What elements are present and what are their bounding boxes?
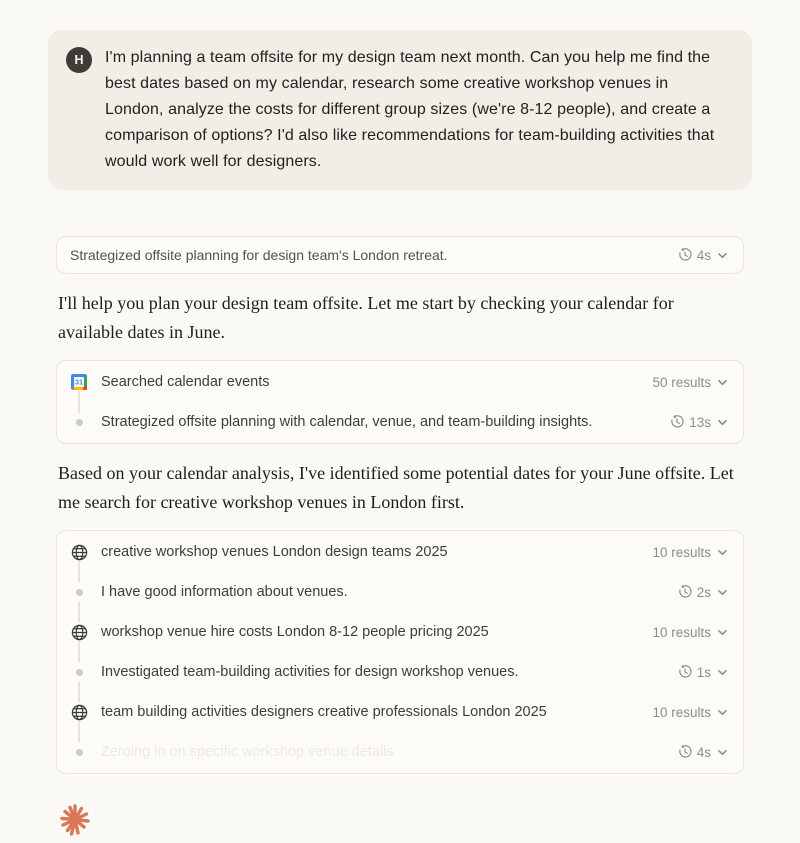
thinking-duration: 4s xyxy=(696,247,711,263)
assistant-paragraph-1: I'll help you plan your design team offsite. Let me start by checking your calendar for available dates in June. xyxy=(58,293,674,342)
calendar-tool-row[interactable] xyxy=(57,362,743,402)
chevron-down-icon[interactable] xyxy=(716,416,729,429)
chat-canvas xyxy=(0,30,800,830)
chevron-down-icon[interactable] xyxy=(716,586,729,599)
calendar-tool-card xyxy=(56,360,744,444)
claude-starburst-logo xyxy=(58,825,92,842)
bullet-dot xyxy=(70,669,88,676)
thought-row[interactable] xyxy=(57,572,743,612)
row-label: Zeroing in on specific workshop venue details xyxy=(101,744,394,760)
svg-text:31: 31 xyxy=(75,377,83,387)
row-meta xyxy=(666,745,729,760)
results-count: 50 results xyxy=(652,374,711,390)
row-label: Strategized offsite planning with calendar, venue, and team-building insights. xyxy=(101,414,593,430)
row-meta xyxy=(666,585,729,600)
row-meta xyxy=(658,415,729,430)
elapsed-time-icon xyxy=(678,585,692,599)
chevron-down-icon[interactable] xyxy=(716,666,729,679)
chevron-down-icon[interactable] xyxy=(716,249,729,262)
duration-label: 13s xyxy=(689,414,711,430)
web-search-tool-card xyxy=(56,530,744,774)
assistant-logo-row xyxy=(58,802,800,843)
row-label: workshop venue hire costs London 8-12 people pricing 2025 xyxy=(101,624,489,640)
assistant-paragraph-2: Based on your calendar analysis, I've identified some potential dates for your June offsite. Let me search for creative workshop venues in London first. xyxy=(58,463,734,512)
bullet-dot xyxy=(70,589,88,596)
globe-icon xyxy=(70,624,88,641)
thought-row[interactable] xyxy=(57,732,743,772)
duration-label: 1s xyxy=(696,664,711,680)
row-meta xyxy=(640,545,729,560)
globe-icon xyxy=(70,544,88,561)
results-count: 10 results xyxy=(652,544,711,560)
elapsed-time-icon xyxy=(678,745,692,759)
row-label: Investigated team-building activities for design workshop venues. xyxy=(101,664,519,680)
row-label: Searched calendar events xyxy=(101,374,270,390)
row-meta xyxy=(640,625,729,640)
row-label: team building activities designers creative professionals London 2025 xyxy=(101,704,547,720)
user-avatar: H xyxy=(66,47,92,73)
elapsed-time-icon xyxy=(678,248,692,262)
row-label: I have good information about venues. xyxy=(101,584,348,600)
row-meta xyxy=(640,375,729,390)
user-message-bubble xyxy=(48,30,752,190)
row-label: creative workshop venues London design teams 2025 xyxy=(101,544,448,560)
elapsed-time-icon xyxy=(678,665,692,679)
thinking-summary-label: Strategized offsite planning for design team's London retreat. xyxy=(70,247,448,263)
thinking-bar-meta xyxy=(678,248,729,263)
web-search-row[interactable] xyxy=(57,612,743,652)
row-meta xyxy=(640,705,729,720)
results-count: 10 results xyxy=(652,704,711,720)
results-count: 10 results xyxy=(652,624,711,640)
web-search-row[interactable] xyxy=(57,692,743,732)
thought-row[interactable] xyxy=(57,402,743,442)
elapsed-time-icon xyxy=(670,415,684,429)
chevron-down-icon[interactable] xyxy=(716,706,729,719)
google-calendar-icon xyxy=(70,373,88,391)
bullet-dot xyxy=(70,419,88,426)
duration-label: 2s xyxy=(696,584,711,600)
row-meta xyxy=(666,665,729,680)
bullet-dot xyxy=(70,749,88,756)
chevron-down-icon[interactable] xyxy=(716,746,729,759)
thought-row[interactable] xyxy=(57,652,743,692)
chevron-down-icon[interactable] xyxy=(716,546,729,559)
globe-icon xyxy=(70,704,88,721)
chevron-down-icon[interactable] xyxy=(716,376,729,389)
thinking-summary-bar[interactable] xyxy=(56,236,744,274)
web-search-row[interactable] xyxy=(57,532,743,572)
user-message-text: I'm planning a team offsite for my design team next month. Can you help me find the best dates based on my calendar, research some creative workshop venues in London, analyze the costs for different group sizes (we're 8-12 people), and create a comparison of options? I'd also like recommendations for team-building activities that would work well for designers. xyxy=(105,49,715,170)
duration-label: 4s xyxy=(696,744,711,760)
chevron-down-icon[interactable] xyxy=(716,626,729,639)
